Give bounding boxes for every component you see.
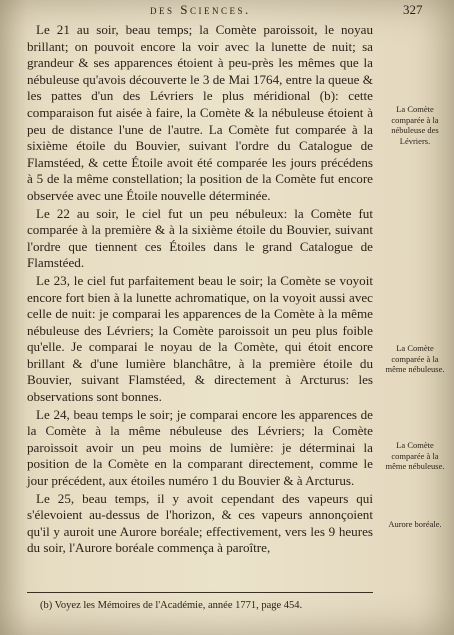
page-header xyxy=(0,2,454,20)
paragraph-21: Le 21 au soir, beau temps; la Comète paroissoit, le noyau brillant; on pouvoit encore la voir avec la lunette de nuit; sa grandeur & ses apparences étoient à peu-près les mêmes que la nébuleuse qu'avois découverte le 3 de Mai 1764, entre la queue & les pattes d'un des Lévriers le plus méridional (b): cette comparaison fut aisée à faire, la Comète & la nébuleuse étoient à peu de distance l'une de l'autre. La Comète fut comparée à la sixième étoile du Bouvier, suivant l'ordre du Catalogue de Flamstéed, & cette Étoile avoit été comparée les jours précédens à 5 de la même constellation; la position de la Comète fut encore observée avec une Étoile nouvelle déterminée. xyxy=(27,22,373,203)
main-text xyxy=(27,22,373,558)
paragraph-22: Le 22 au soir, le ciel fut un peu nébuleux: la Comète fut comparée à la première & à la sixième étoile du Bouvier, suivant l'ordre que tiennent ces Étoiles dans le grand Catalogue de Flamstéed. xyxy=(27,205,373,271)
margin-note-same-nebula-1: La Comète comparée à la même nébuleuse. xyxy=(385,343,445,374)
running-head: des Sciences. xyxy=(150,2,251,17)
margin-note-comparison: La Comète comparée à la nébuleuse des Lévriers. xyxy=(391,104,439,146)
paragraph-24: Le 24, beau temps le soir; je comparai encore les apparences de la Comète à la même nébuleuse des Lévriers; la Comète paroissoit avoir un peu moins de lumière: je déterminai la position de la Comète en la comparant directement, comme le jour précédent, aux étoiles numéro 1 du Bouvier & à Arcturus. xyxy=(27,406,373,489)
footnote-divider xyxy=(27,592,373,593)
footnote: (b) Voyez les Mémoires de l'Académie, année 1771, page 454. xyxy=(40,600,303,611)
margin-note-aurora: Aurore boréale. xyxy=(388,519,442,529)
margin-note-same-nebula-2: La Comète comparée à la même nébuleuse. xyxy=(385,440,445,471)
paragraph-25: Le 25, beau temps, il y avoit cependant des vapeurs qui s'élevoient au-dessus de l'horizon, & ces vapeurs annonçoient qu'il y auroit une Aurore boréale; effectivement, vers les 9 heures du soir, l'Aurore boréale commença à paroître, xyxy=(27,490,373,556)
paragraph-23: Le 23, le ciel fut parfaitement beau le soir; la Comète se voyoit encore fort bien à la lunette achromatique, on la voyoit aussi avec celle de nuit: je comparai les apparences de la Comète à la même nébuleuse des Lévriers; la Comète paroissoit un peu plus foible qu'elle. Je comparai le noyau de la Comète, qui étoit encore brillant & d'une lumière blanchâtre, à la première étoile du Bouvier, suivant Flamstéed, & directement à Arcturus: les observations sont bonnes. xyxy=(27,272,373,405)
page-number: 327 xyxy=(403,2,423,17)
